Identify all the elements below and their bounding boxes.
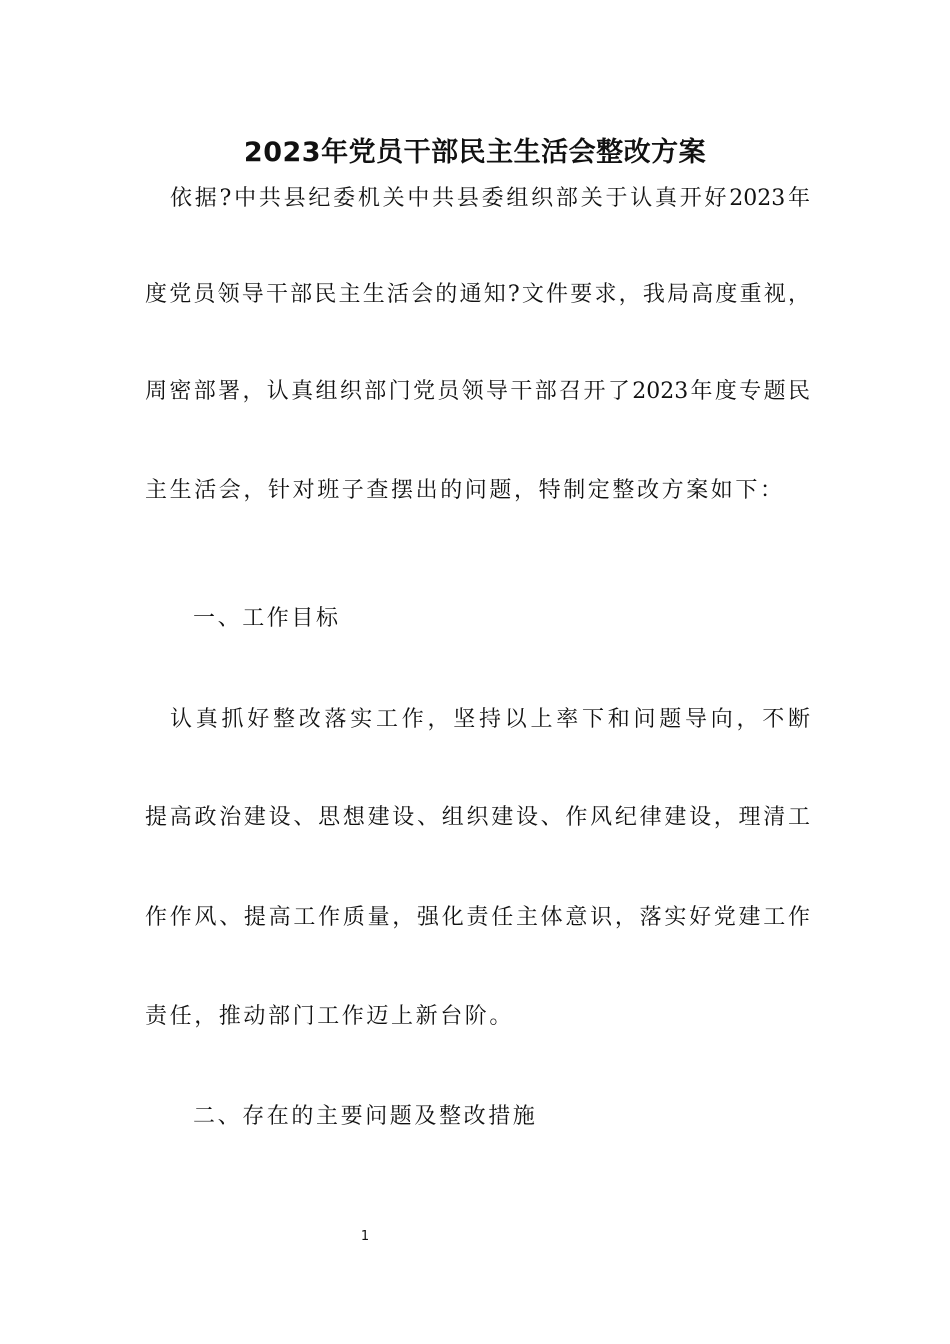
paragraph-line: 责任，推动部门工作迈上新台阶。	[145, 1004, 515, 1029]
section-heading: 二、存在的主要问题及整改措施	[193, 1104, 538, 1129]
page-number: 1	[360, 1229, 370, 1244]
paragraph-line: 作作风、提高工作质量，强化责任主体意识，落实好党建工作	[145, 905, 810, 930]
paragraph-line: 周密部署，认真组织部门党员领导干部召开了2023年度专题民	[145, 379, 810, 404]
paragraph-line: 认真抓好整改落实工作，坚持以上率下和问题导向，不断	[170, 707, 810, 732]
paragraph-line: 提高政治建设、思想建设、组织建设、作风纪律建设，理清工	[145, 805, 810, 830]
document-title: 2023年党员干部民主生活会整改方案	[243, 137, 707, 168]
section-heading: 一、工作目标	[193, 606, 341, 631]
paragraph-line: 度党员领导干部民主生活会的通知?文件要求，我局高度重视，	[145, 282, 810, 307]
paragraph-line: 主生活会，针对班子查摆出的问题，特制定整改方案如下：	[145, 478, 785, 503]
paragraph-line: 依据?中共县纪委机关中共县委组织部关于认真开好2023年	[170, 186, 810, 211]
